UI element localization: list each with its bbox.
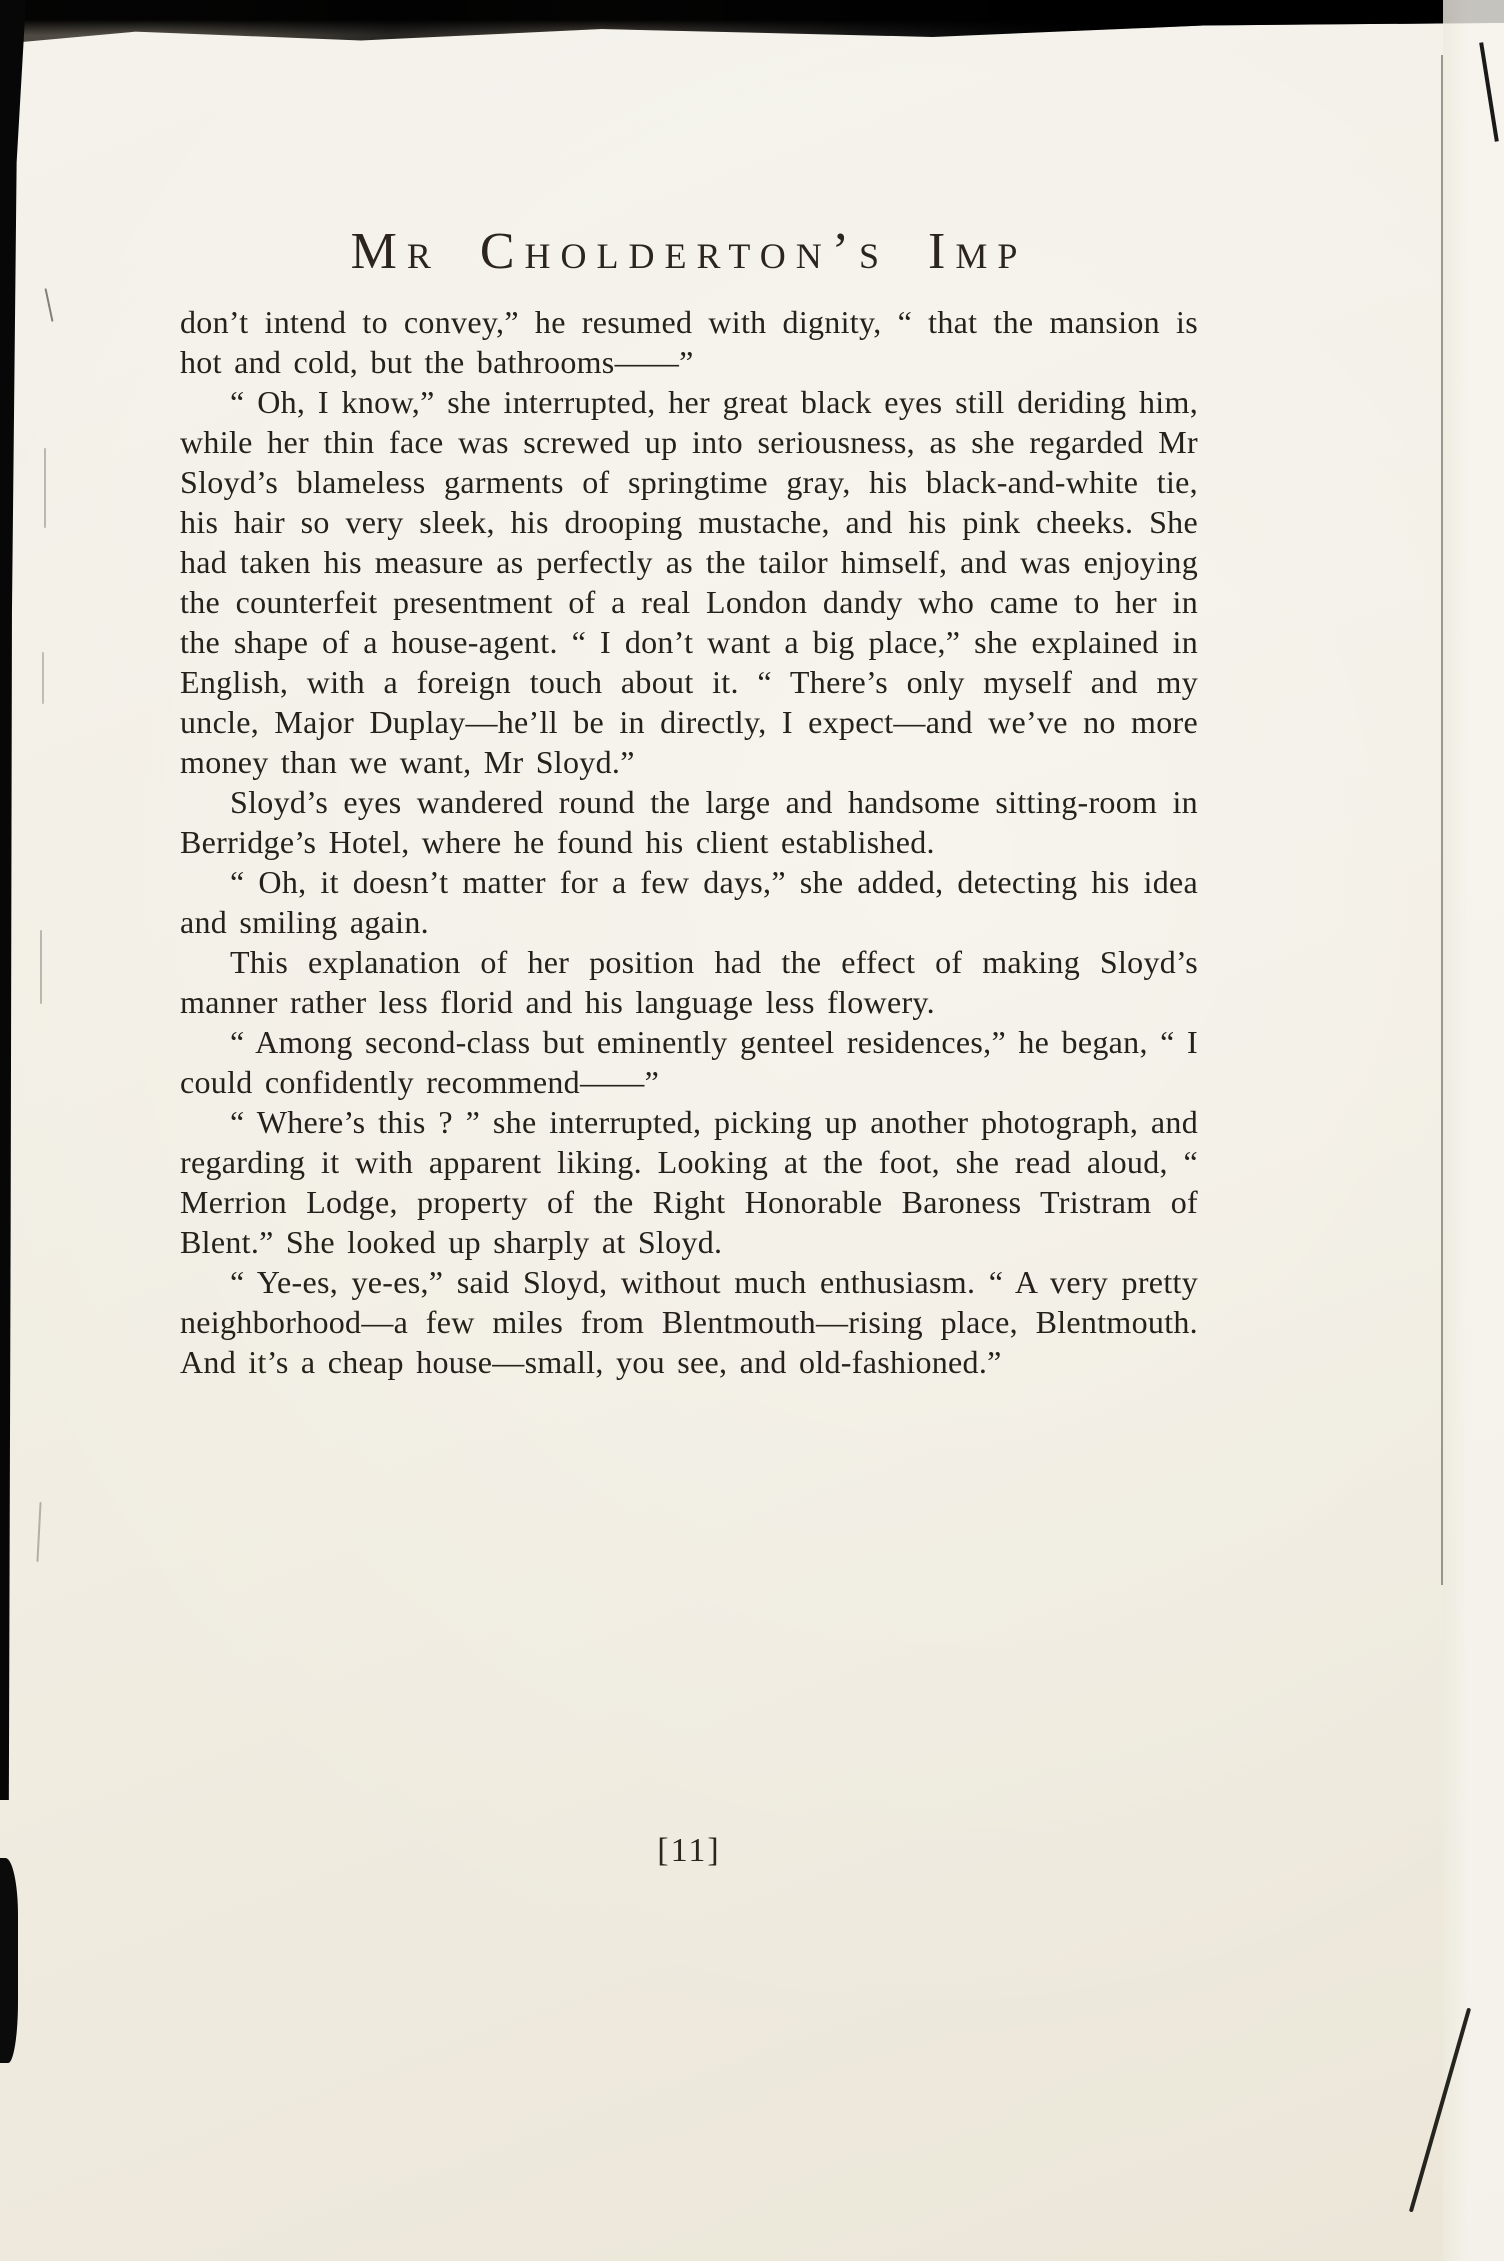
scan-artifact-top-right-mark xyxy=(1479,42,1499,141)
scan-artifact-top-edge xyxy=(0,0,1504,44)
paragraph: “ Among second-class but eminently genteel residences,” he began, “ I could confidently recommend——” xyxy=(180,1024,1198,1100)
scan-artifact-left-bottom-blot xyxy=(0,1858,18,2063)
page-body-text xyxy=(180,302,1198,1382)
paragraph: “ Oh, it doesn’t matter for a few days,” she added, detecting his idea and smiling again. xyxy=(180,864,1198,940)
scan-artifact-margin-mark xyxy=(42,652,44,704)
paragraph: “ Oh, I know,” she interrupted, her great black eyes still deriding him, while her thin face was screwed up into seriousness, as she regarded Mr Sloyd’s blameless garments of springtime gray, his black-and-white tie, his hair so very sleek, his drooping mustache, and his pink cheeks. She had taken his measure as perfectly as the tailor himself, and was enjoying the counterfeit presentment of a real London dandy who came to her in the shape of a house-agent. “ I don’t want a big place,” she explained in English, with a foreign touch about it. “ There’s only myself and my uncle, Major Duplay—he’ll be in directly, I expect—and we’ve no more money than we want, Mr Sloyd.” xyxy=(180,384,1198,780)
paragraph: This explanation of her position had the effect of making Sloyd’s manner rather less florid and his language less flowery. xyxy=(180,944,1198,1020)
page-title: Mr Cholderton’s Imp xyxy=(350,223,1028,280)
scan-artifact-margin-mark xyxy=(36,1502,41,1562)
paragraph: “ Ye-es, ye-es,” said Sloyd, without much enthusiasm. “ A very pretty neighborhood—a few miles from Blentmouth—rising place, Blentmouth. And it’s a cheap house—small, you see, and old-fashioned.” xyxy=(180,1264,1198,1380)
scan-artifact-margin-mark xyxy=(40,930,42,1004)
paragraph: “ Where’s this ? ” she interrupted, picking up another photograph, and regarding it with apparent liking. Looking at the foot, she read aloud, “ Merrion Lodge, property of the Right Honorable Baroness Tristram of Blent.” She looked up sharply at Sloyd. xyxy=(180,1104,1198,1260)
paragraph: Sloyd’s eyes wandered round the large and handsome sitting-room in Berridge’s Hotel, where he found his client established. xyxy=(180,784,1198,860)
scan-artifact-next-page-edge xyxy=(1443,0,1504,2261)
scan-artifact-left-edge xyxy=(0,0,26,1800)
scan-artifact-right-page-line xyxy=(1441,55,1443,1585)
paragraph: don’t intend to convey,” he resumed with dignity, “ that the mansion is hot and cold, but the bathrooms——” xyxy=(180,304,1198,380)
scan-artifact-margin-mark xyxy=(44,448,46,528)
scan-artifact-margin-mark xyxy=(44,288,53,322)
scan-artifact-bottom-right-mark xyxy=(1409,2008,1471,2213)
page-number: [11] xyxy=(657,1832,721,1869)
